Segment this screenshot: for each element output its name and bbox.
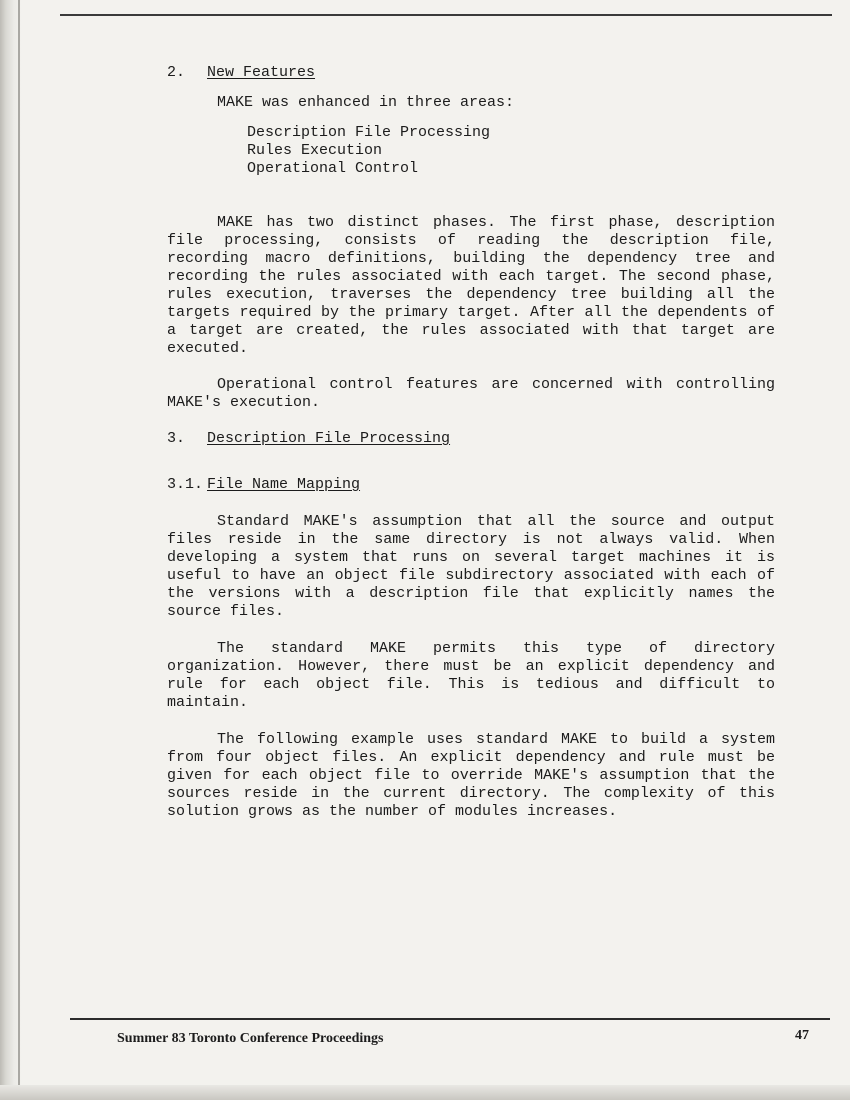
page-number: 47 [795, 1028, 809, 1043]
page-content [167, 64, 775, 821]
paragraph-example: The following example uses standard MAKE to build a system from four object files. An explicit dependency and rule must be given for each object file to override MAKE's assumption that the sources reside in the current directory. The complexity of this solution grows as the number of modules increases. [167, 731, 775, 820]
paragraph-assumption: Standard MAKE's assumption that all the source and output files reside in the same directory is not always valid. When developing a system that runs on several target machines it is useful to have an object file subdirectory associated with each of the versions with a description file that explicitly names the source files. [167, 513, 775, 620]
section-3-1-heading [167, 476, 775, 494]
section-number: 3.1. [167, 476, 204, 493]
enhancement-areas-list [247, 124, 775, 178]
list-item: Rules Execution [247, 142, 383, 159]
paragraph-standard-make: The standard MAKE permits this type of directory organization. However, there must be an explicit dependency and rule for each object file. This is tedious and difficult to maintain. [167, 640, 775, 711]
section-title: File Name Mapping [207, 476, 361, 493]
footer-rule [70, 1018, 830, 1020]
paragraph-operational-control: Operational control features are concerned with controlling MAKE's execution. [167, 376, 775, 411]
section-2-heading [167, 64, 775, 82]
top-rule [60, 14, 832, 16]
section-number: 3. [167, 430, 186, 447]
page-binding-edge [0, 0, 22, 1100]
list-item: Operational Control [247, 160, 419, 177]
footer-proceedings: Summer 83 Toronto Conference Proceedings [117, 1031, 384, 1046]
section-2-intro: MAKE was enhanced in three areas: [217, 94, 515, 111]
section-number: 2. [167, 64, 186, 81]
page-bottom-edge [0, 1085, 850, 1100]
section-title: Description File Processing [207, 430, 451, 447]
section-3-heading [167, 430, 775, 448]
paragraph-phases: MAKE has two distinct phases. The first phase, description file processing, consists of reading the description file, recording macro definitions, building the dependency tree and recording the rules associated with each target. The second phase, rules execution, traverses the dependency tree building all the targets required by the primary target. After all the dependents of a target are created, the rules associated with that target are executed. [167, 214, 775, 357]
section-title: New Features [207, 64, 316, 81]
list-item: Description File Processing [247, 124, 491, 141]
